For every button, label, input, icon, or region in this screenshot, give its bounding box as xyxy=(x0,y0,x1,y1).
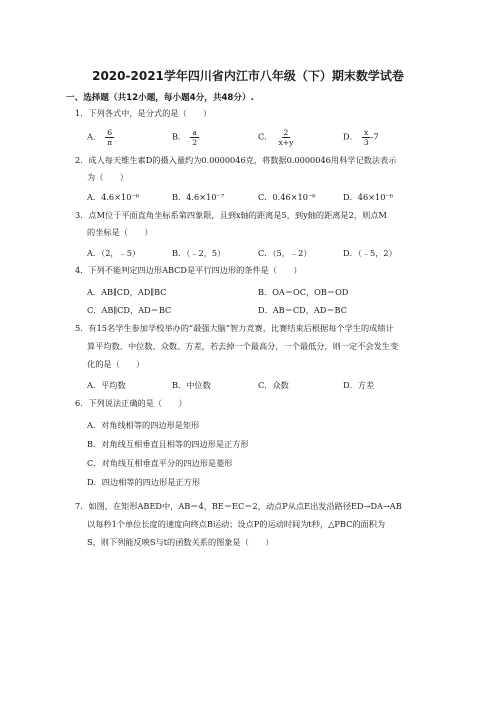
question-3-stem: 3．点M位于平面直角坐标系第四象限，且到x轴的距离是5，到y轴的距离是2，则点M xyxy=(75,210,387,220)
exam-title: 2020-2021学年四川省内江市八年级（下）期末数学试卷 xyxy=(92,69,404,83)
question-5-continuation-2: 化的是（ ） xyxy=(87,359,145,369)
question-2-continuation: 为（ ） xyxy=(87,172,128,182)
question-4-option-d: D．AB＝CD，AD＝BC xyxy=(258,305,347,315)
section-heading: 一、选择题（共12小题，每小题4分，共48分）. xyxy=(66,93,254,103)
question-4-option-c: C．AB∥CD，AD＝BC xyxy=(87,305,172,315)
question-6-option-c: C．对角线互相垂直平分的四边形是菱形 xyxy=(87,458,233,468)
question-2-stem: 2．成人每天维生素D的摄入量约为0.0000046克，将数据0.0000046用科学记数法表示 xyxy=(75,155,397,165)
question-2-option-d: D．46×10⁻⁶ xyxy=(343,192,394,202)
question-7-continuation-2: S，则下列能反映S与t的函数关系的图象是（ ） xyxy=(87,537,274,547)
question-3-option-c: C．（5，﹣2） xyxy=(258,248,312,258)
question-5-continuation-1: 算平均数、中位数、众数、方差，若去掉一个最高分，一个最低分，则一定不会发生变 xyxy=(87,341,399,351)
question-1-stem: 1．下列各式中，是分式的是（ ） xyxy=(75,108,212,118)
question-5-option-b: B．中位数 xyxy=(172,380,211,390)
question-1-option-a: A． $\frac{6}{\pi}$ xyxy=(87,128,113,147)
question-2-option-a: A．4.6×10⁻⁶ xyxy=(87,192,140,202)
question-5-stem: 5．有15名学生参加学校举办的“最强大脑”智力竞赛，比赛结束后根据每个学生的成绩计 xyxy=(75,323,394,333)
question-3-continuation: 的坐标是（ ） xyxy=(87,227,153,237)
question-4-stem: 4．下列不能判定四边形ABCD是平行四边形的条件是（ ） xyxy=(75,265,302,275)
question-1-option-c: C． $\frac{2}{x+y}$ xyxy=(258,128,294,147)
question-3-option-a: A．（2，﹣5） xyxy=(87,248,141,258)
question-1-option-b: B． $\frac{a}{2}$ xyxy=(172,128,198,147)
question-2-option-c: C．0.46×10⁻⁶ xyxy=(258,192,316,202)
question-4-option-a: A．AB∥CD，AD∥BC xyxy=(87,287,167,297)
question-2-option-b: B．4.6×10⁻⁷ xyxy=(172,192,225,202)
question-5-option-d: D．方差 xyxy=(343,380,375,390)
question-3-option-b: B．（﹣2，5） xyxy=(172,248,226,258)
question-7-continuation-1: 以每秒1个单位长度的速度向终点B运动；设点P的运动时间为t秒，△PBC的面积为 xyxy=(87,519,386,529)
question-7-stem: 7．如图，在矩形ABED中，AB＝4，BE＝EC＝2，动点P从点E出发沿路径ED→DA→AB xyxy=(75,501,402,511)
question-5-option-a: A．平均数 xyxy=(87,380,126,390)
question-5-option-c: C．众数 xyxy=(258,380,289,390)
question-6-option-b: B．对角线互相垂直且相等的四边形是正方形 xyxy=(87,439,249,449)
question-1-option-d: D． $\frac{x}{3}$ -7 xyxy=(343,128,379,147)
question-3-option-d: D．（﹣5，2） xyxy=(343,248,397,258)
question-4-option-b: B．OA＝OC，OB＝OD xyxy=(258,287,349,297)
question-6-option-a: A．对角线相等的四边形是矩形 xyxy=(87,420,200,430)
question-6-stem: 6．下列说法正确的是（ ） xyxy=(75,398,187,408)
question-6-option-d: D．四边相等的四边形是正方形 xyxy=(87,477,201,487)
